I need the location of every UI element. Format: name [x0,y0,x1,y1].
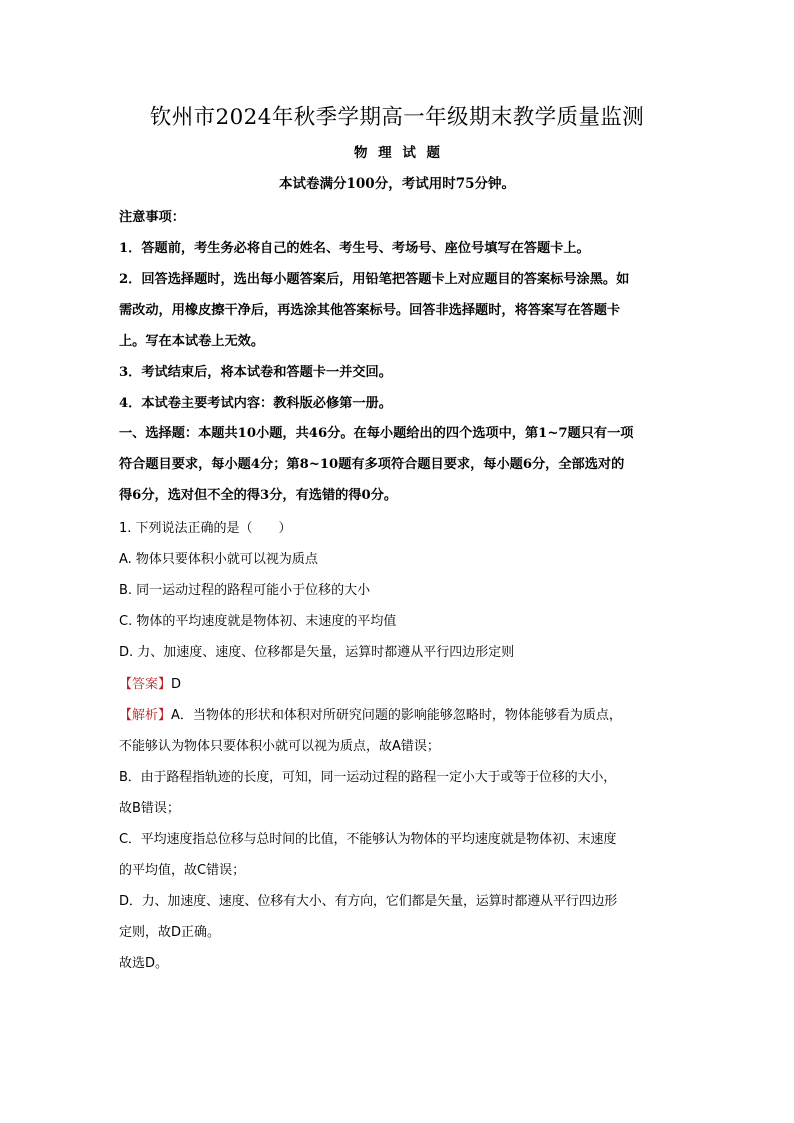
section-line: 符合题目要求，每小题4分；第8~10题有多项符合题目要求，每小题6分，全部选对的 [119,457,625,472]
note-line: 需改动，用橡皮擦干净后，再选涂其他答案标号。回答非选择题时，将答案写在答题卡 [119,303,621,318]
section-line: 得6分，选对但不全的得3分，有选错的得0分。 [119,488,398,503]
analysis-text: A．当物体的形状和体积对所研究问题的影响能够忽略时，物体能够看为质点， [171,708,622,723]
page-title: 钦州市2024年秋季学期高一年级期末教学质量监测 [149,105,645,130]
analysis-line: 的平均值，故C错误； [119,863,246,878]
question-1 [119,513,679,668]
analysis-tag: 【解析】 [119,708,172,723]
question-stem: 1. 下列说法正确的是（ ） [119,521,292,536]
option-b: B. 同一运动过程的路程可能小于位移的大小 [119,583,371,598]
analysis-line [119,700,679,731]
answer-tag: 【答案】 [119,677,172,692]
conclusion-line: 故选D。 [119,956,169,971]
note-line: 1．答题前，考生务必将自己的姓名、考生号、考场号、座位号填写在答题卡上。 [119,241,590,256]
answer-value: D [171,677,182,692]
exam-info: 本试卷满分100分，考试用时75分钟。 [279,176,515,192]
notes-heading: 注意事项： [119,210,185,225]
analysis-line: C．平均速度指总位移与总时间的比值，不能够认为物体的平均速度就是物体初、末速度 [119,832,617,847]
subject-heading: 物 理 试 题 [353,145,441,161]
answer-line [119,669,679,700]
note-line: 上。写在本试卷上无效。 [119,334,265,349]
note-line: 2．回答选择题时，选出每小题答案后，用铅笔把答题卡上对应题目的答案标号涂黑。如 [119,272,630,287]
section-instructions [119,418,679,511]
option-d: D. 力、加速度、速度、位移都是矢量，运算时都遵从平行四边形定则 [119,645,515,660]
analysis-line: D．力、加速度、速度、位移有大小、有方向，它们都是矢量，运算时都遵从平行四边形 [119,894,618,909]
option-c: C. 物体的平均速度就是物体初、末速度的平均值 [119,614,397,629]
notes-section [119,202,679,419]
note-line: 4．本试卷主要考试内容：教科版必修第一册。 [119,396,392,411]
note-line: 3．考试结束后，将本试卷和答题卡一并交回。 [119,365,392,380]
analysis-line: 不能够认为物体只要体积小就可以视为质点，故A错误； [119,739,440,754]
option-a: A. 物体只要体积小就可以视为质点 [119,552,318,567]
analysis-line: B．由于路程指轨迹的长度，可知，同一运动过程的路程一定小大于或等于位移的大小， [119,770,617,785]
analysis-line: 故B错误； [119,801,180,816]
analysis-line: 定则，故D正确。 [119,925,221,940]
solution-1 [119,669,679,979]
section-line: 一、选择题：本题共10小题，共46分。在每小题给出的四个选项中，第1~7题只有一项 [119,426,634,441]
